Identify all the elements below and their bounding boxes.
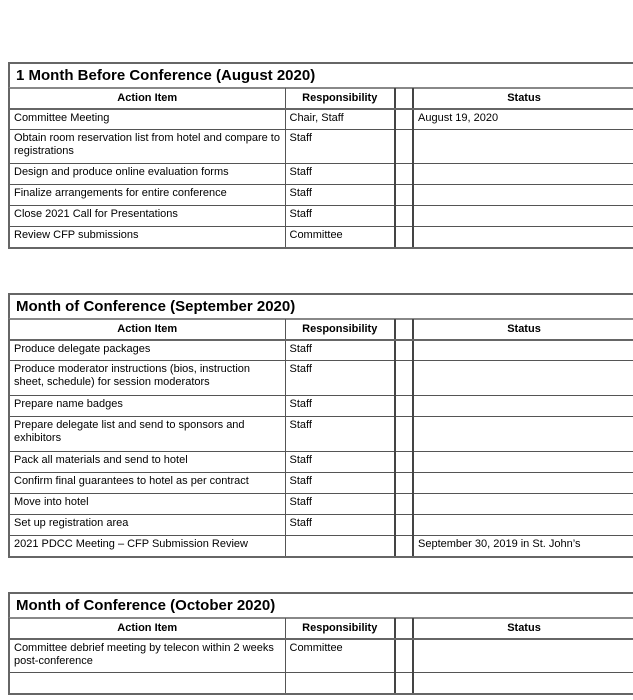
action-cell: Confirm final guarantees to hotel as per contract [9,473,285,494]
table-header-row [9,619,633,639]
table-row [9,536,633,557]
spacer-cell [395,515,413,536]
responsibility-cell: Staff [285,494,395,515]
table-row [9,396,633,417]
responsibility-cell: Committee [285,227,395,248]
responsibility-cell: Staff [285,361,395,396]
status-cell [413,164,633,185]
status-cell [413,515,633,536]
spacer-cell [395,396,413,417]
status-cell [413,185,633,206]
status-cell: August 19, 2020 [413,109,633,130]
responsibility-cell: Staff [285,130,395,164]
action-table [8,618,633,695]
section-title: Month of Conference (October 2020) [8,592,633,618]
responsibility-cell: Staff [285,515,395,536]
status-cell [413,396,633,417]
section-october-2020 [8,592,633,695]
responsibility-cell: Staff [285,206,395,227]
status-cell [413,340,633,361]
spacer-cell [395,185,413,206]
action-cell: 2021 PDCC Meeting – CFP Submission Review [9,536,285,557]
status-cell [413,673,633,694]
spacer-cell [395,164,413,185]
action-cell: Obtain room reservation list from hotel and compare to registrations [9,130,285,164]
action-table [8,319,633,558]
responsibility-cell: Staff [285,452,395,473]
spacer-cell [395,494,413,515]
responsibility-cell: Staff [285,185,395,206]
spacer-cell [395,320,413,340]
table-row [9,206,633,227]
responsibility-cell: Staff [285,417,395,452]
action-cell: Committee Meeting [9,109,285,130]
header-responsibility: Responsibility [285,619,395,639]
spacer-cell [395,473,413,494]
header-action-item: Action Item [9,619,285,639]
action-cell: Prepare delegate list and send to sponsors and exhibitors [9,417,285,452]
table-row [9,185,633,206]
table-row [9,452,633,473]
status-cell [413,206,633,227]
spacer-cell [395,109,413,130]
spacer-cell [395,227,413,248]
table-row [9,164,633,185]
responsibility-cell: Staff [285,164,395,185]
action-cell: Set up registration area [9,515,285,536]
table-row [9,473,633,494]
action-cell: Move into hotel [9,494,285,515]
header-status: Status [413,619,633,639]
spacer-cell [395,536,413,557]
action-cell: Produce moderator instructions (bios, instruction sheet, schedule) for session moderators [9,361,285,396]
table-row [9,673,633,694]
header-responsibility: Responsibility [285,89,395,109]
spacer-cell [395,130,413,164]
responsibility-cell: Staff [285,340,395,361]
status-cell [413,227,633,248]
status-cell [413,473,633,494]
status-cell [413,361,633,396]
action-cell: Finalize arrangements for entire conference [9,185,285,206]
status-cell: September 30, 2019 in St. John’s [413,536,633,557]
section-september-2020 [8,293,633,558]
action-cell: Close 2021 Call for Presentations [9,206,285,227]
responsibility-cell: Staff [285,473,395,494]
action-cell: Review CFP submissions [9,227,285,248]
spacer-cell [395,361,413,396]
section-title: 1 Month Before Conference (August 2020) [8,62,633,88]
responsibility-cell [285,536,395,557]
section-august-2020 [8,62,633,249]
header-responsibility: Responsibility [285,320,395,340]
spacer-cell [395,639,413,673]
responsibility-cell [285,673,395,694]
action-cell: Committee debrief meeting by telecon within 2 weeks post-conference [9,639,285,673]
table-row [9,494,633,515]
status-cell [413,452,633,473]
responsibility-cell: Chair, Staff [285,109,395,130]
status-cell [413,639,633,673]
table-row [9,340,633,361]
responsibility-cell: Staff [285,396,395,417]
responsibility-cell: Committee [285,639,395,673]
table-row [9,639,633,673]
action-cell: Prepare name badges [9,396,285,417]
section-title: Month of Conference (September 2020) [8,293,633,319]
spacer-cell [395,340,413,361]
header-action-item: Action Item [9,89,285,109]
spacer-cell [395,89,413,109]
action-cell: Produce delegate packages [9,340,285,361]
spacer-cell [395,673,413,694]
action-cell: Pack all materials and send to hotel [9,452,285,473]
spacer-cell [395,619,413,639]
table-header-row [9,320,633,340]
spacer-cell [395,452,413,473]
table-row [9,130,633,164]
spacer-cell [395,417,413,452]
header-status: Status [413,89,633,109]
table-row [9,515,633,536]
spacer-cell [395,206,413,227]
table-row [9,361,633,396]
status-cell [413,130,633,164]
action-table [8,88,633,249]
action-cell: Design and produce online evaluation forms [9,164,285,185]
status-cell [413,494,633,515]
action-cell [9,673,285,694]
header-action-item: Action Item [9,320,285,340]
table-row [9,417,633,452]
table-row [9,227,633,248]
table-header-row [9,89,633,109]
table-row [9,109,633,130]
status-cell [413,417,633,452]
header-status: Status [413,320,633,340]
